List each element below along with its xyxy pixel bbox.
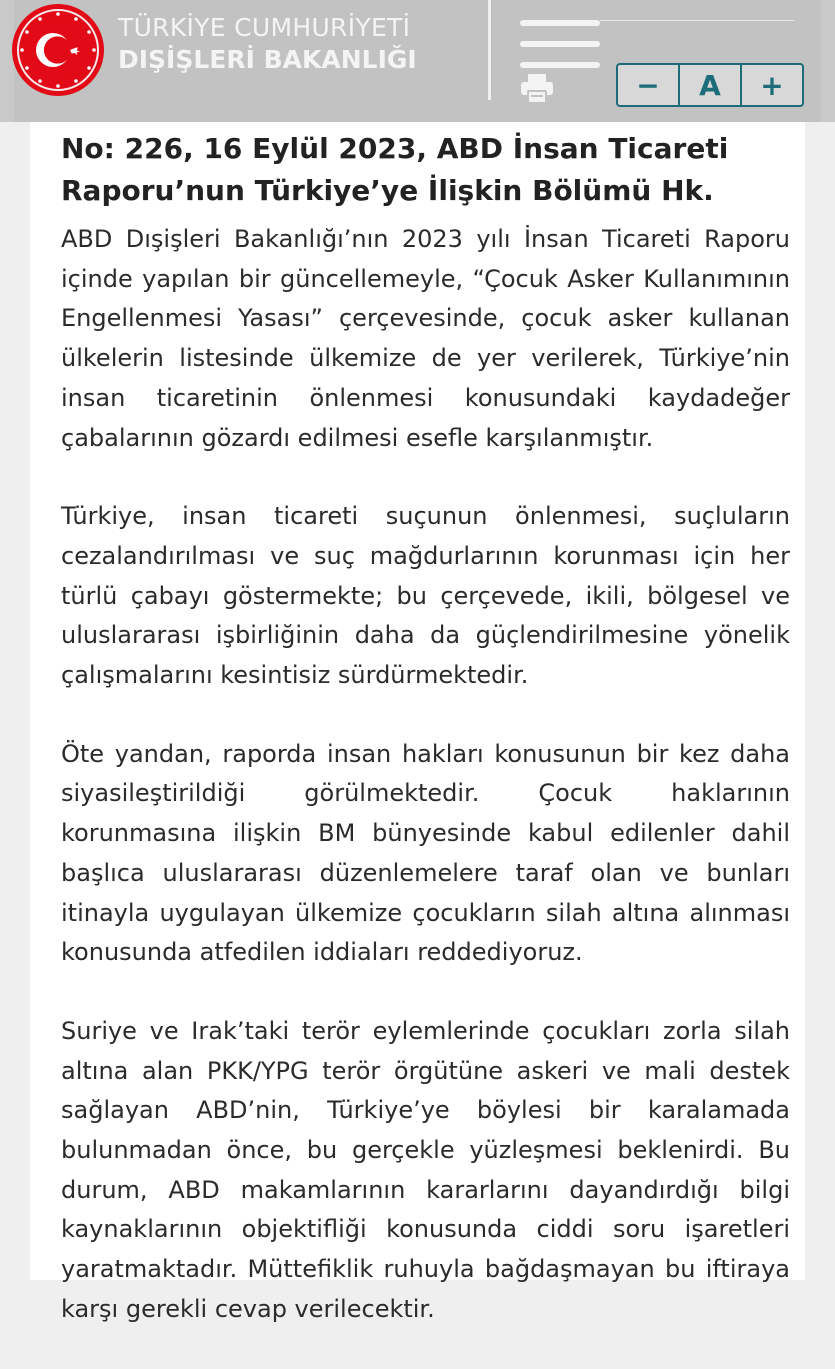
ministry-name-line2: DIŞİŞLERİ BAKANLIĞI [118, 45, 417, 74]
header-top-rule [600, 20, 794, 21]
turkish-flag-emblem-icon[interactable] [10, 2, 106, 98]
article-body [61, 220, 790, 1369]
article-title: No: 226, 16 Eylül 2023, ABD İnsan Ticareti Raporu’nun Türkiye’ye İlişkin Bölümü Hk. [61, 132, 729, 207]
printer-icon[interactable] [520, 72, 554, 104]
header-divider [488, 0, 491, 100]
article-paragraph: Öte yandan, raporda insan hakları konusunun bir kez daha siyasileştirildiği görülmektedir. Çocuk haklarının korunmasına ilişkin BM bünyesinde kabul edilenler dahil başlıca uluslararası düzenlemelere taraf olan ve bunları itinayla uygulayan ülkemize çocukların silah altına alınması konusunda atfedilen iddiaları reddediyoruz. [61, 739, 790, 967]
font-reset-button[interactable]: A [678, 65, 740, 105]
article-paragraph: ABD Dışişleri Bakanlığı’nın 2023 yılı İnsan Ticareti Raporu içinde yapılan bir güncellemeyle, “Çocuk Asker Kullanımının Engellenmesi Yasası” çerçevesinde, çocuk asker kullanan ülkelerin listesinde ülkemize de yer verilerek, Türkiye’nin insan ticaretinin önlenmesi konusundaki kaydadeğer çabalarının gözardı edilmesi esefle karşılanmıştır. [61, 225, 790, 452]
ministry-name[interactable] [118, 12, 417, 76]
article-paragraph: Türkiye, insan ticareti suçunun önlenmesi, suçluların cezalandırılması ve suç mağdurlarının korunması için her türlü çabayı göstermekte; bu çerçevede, ikili, bölgesel ve uluslararası işbirliğinin daha da güçlendirilmesine yönelik çalışmalarını kesintisiz sürdürmektedir. [61, 502, 790, 690]
font-increase-button[interactable]: + [740, 65, 802, 105]
ministry-name-line1: TÜRKİYE CUMHURİYETİ [118, 13, 411, 42]
hamburger-menu-icon[interactable] [520, 20, 600, 68]
menu-bar-bottom [520, 62, 600, 68]
article-paragraph: Suriye ve Irak’taki terör eylemlerinde çocukları zorla silah altına alan PKK/YPG terör örgütüne askeri ve mali destek sağlayan ABD’nin, Türkiye’ye böylesi bir karalamada bulunmadan önce, bu gerçekle yüzleşmesi beklenirdi. Bu durum, ABD makamlarının kararlarını dayandırdığı bilgi kaynaklarının objektifliği konusunda ciddi soru işaretleri yaratmaktadır. Müttefiklik ruhuyla bağdaşmayan bu iftiraya karşı gerekli cevap verilecektir. [61, 1016, 790, 1323]
font-size-controls [616, 63, 804, 107]
menu-bar-top [520, 20, 600, 26]
menu-bar-middle [520, 41, 600, 47]
font-decrease-button[interactable]: − [636, 68, 660, 102]
site-header [0, 0, 835, 122]
